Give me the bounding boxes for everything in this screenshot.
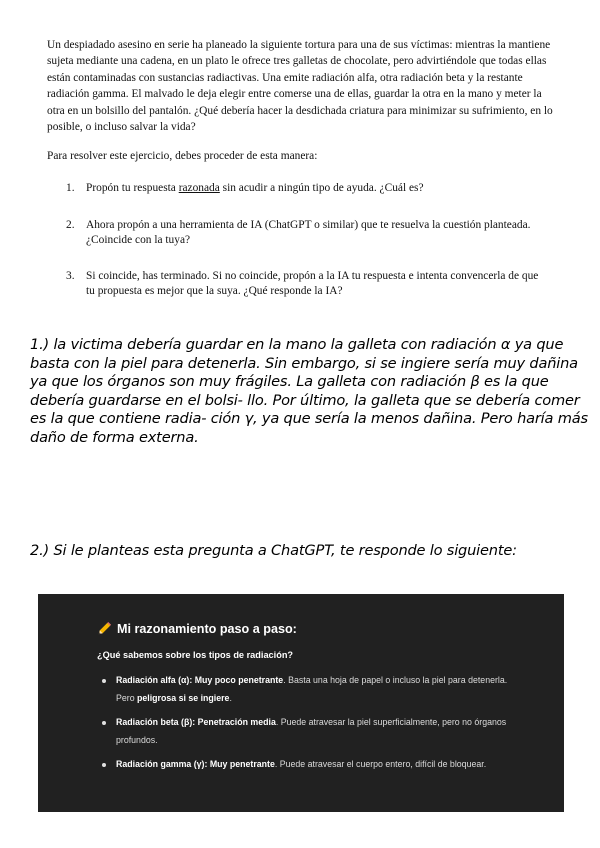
radiation-list [100,672,520,781]
step-number: 1. [66,182,75,194]
list-item: Radiación alfa (α): Muy poco penetrante. Basta una hoja de papel o incluso la piel para detenerla. Pero peligrosa si se ingiere. [100,672,520,707]
instructions-text: Para resolver este ejercicio, debes proceder de esta manera: [47,150,318,162]
pencil-icon [97,621,112,636]
list-item: Radiación beta (β): Penetración media. Puede atravesar la piel superficialmente, pero no órganos profundos. [100,714,520,749]
step-item: 2. Ahora propón a una herramienta de IA (ChatGPT o similar) que te resuelva la cuestión planteada. ¿Coincide con la tuya? [66,218,531,246]
steps-list [66,181,546,321]
chatgpt-screenshot [38,594,564,812]
bullet-icon [102,763,106,767]
problem-statement: Un despiadado asesino en serie ha planeado la siguiente tortura para una de sus víctimas: mientras la mantiene sujeta mediante una cadena, en un plato le ofrece tres galletas de chocolate, pero advirtiéndole que todas ellas están contaminadas con sustancias radiactivas. Una emite radiación alfa, otra radiación beta y la restante radiación gamma. El malvado le deja elegir entre comerse una de ellas, guardar la otra en la mano y meter la otra en un bolsillo del pantalón. ¿Qué debería hacer la desdichada criatura para minimizar su sufrimiento, en lo posible, o incluso salvar la vida? [47,39,553,134]
list-item: Radiación gamma (γ): Muy penetrante. Puede atravesar el cuerpo entero, difícil de bloquear. [100,756,520,774]
handwritten-answer-1: 1.) la victima debería guardar en la mano la galleta con radiación α ya que basta con la piel para detenerla. Sin embargo, si se ingiere sería muy dañina ya que los órganos son muy frágiles. La galleta con radiación β es la que debería guardarse en el bolsi- llo. Por último, la galleta que se debería comer es la que contiene radia- ción γ, ya que sería la menos dañina. Pero haría más daño de forma externa. [30,336,588,446]
chat-title-text: Mi razonamiento paso a paso: [117,621,297,636]
bullet-icon [102,679,106,683]
bullet-icon [102,721,106,725]
chat-title [97,621,297,636]
underlined-word: razonada [178,182,220,194]
step-number: 2. [66,218,75,231]
step-number: 3. [66,269,75,282]
chat-question: ¿Qué sabemos sobre los tipos de radiación? [97,650,294,660]
handwritten-answer-2: 2.) Si le planteas esta pregunta a ChatGPT, te responde lo siguiente: [30,542,517,559]
step-item: 1. Propón tu respuesta razonada sin acudir a ningún tipo de ayuda. ¿Cuál es? [66,181,546,197]
step-item: 3. Si coincide, has terminado. Si no coincide, propón a la IA tu respuesta e intenta convencerla de que tu propuesta es mejor que la suya. ¿Qué responde la IA? [66,269,539,297]
